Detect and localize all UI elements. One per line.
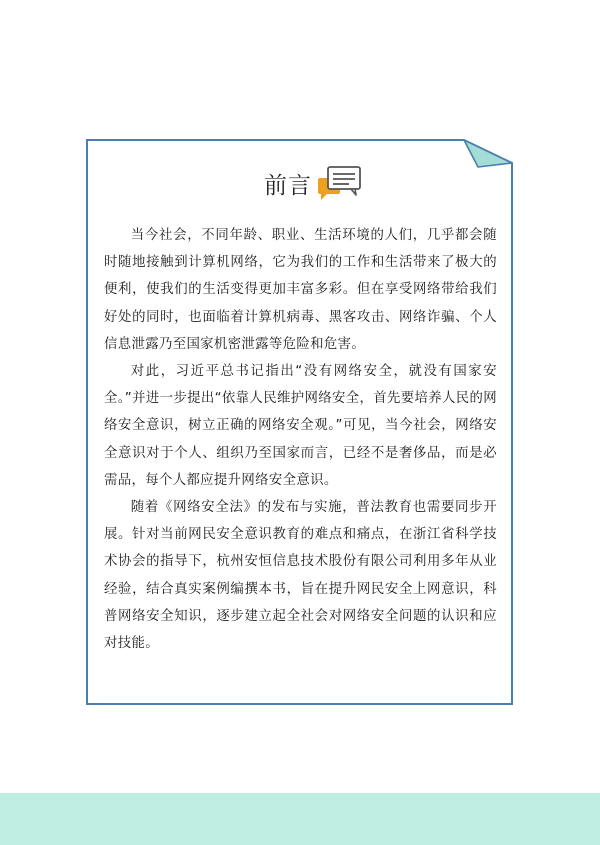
preface-body (104, 222, 497, 657)
footer-band (0, 793, 600, 845)
page-title: 前言 (264, 173, 312, 199)
speech-bubbles-icon (317, 164, 363, 202)
paragraph: 当今社会，不同年龄、职业、生活环境的人们，几乎都会随时随地接触到计算机网络，它为我们的工作和生活带来了极大的便利，使我们的生活变得更加丰富多彩。但在享受网络带给我们好处的同时，也面临着计算机病毒、黑客攻击、网络诈骗、个人信息泄露乃至国家机密泄露等危险和危害。 (104, 228, 497, 352)
paragraph: 随着《网络安全法》的发布与实施，普法教育也需要同步开展。针对当前网民安全意识教育的难点和痛点，在浙江省科学技术协会的指导下，杭州安恒信息技术股份有限公司利用多年从业经验，结合真实案例编撰本书，旨在提升网民安全上网意识，科普网络安全知识，逐步建立起全社会对网络安全问题的认识和应对技能。 (104, 500, 497, 652)
title-row (0, 160, 600, 206)
paragraph: 对此，习近平总书记指出“没有网络安全，就没有国家安全。”并进一步提出“依靠人民维护网络安全，首先要培养人民的网络安全意识，树立正确的网络安全观。”可见，当今社会，网络安全意识对于个人、组织乃至国家而言，已经不是奢侈品，而是必需品，每个人都应提升网络安全意识。 (104, 364, 497, 488)
